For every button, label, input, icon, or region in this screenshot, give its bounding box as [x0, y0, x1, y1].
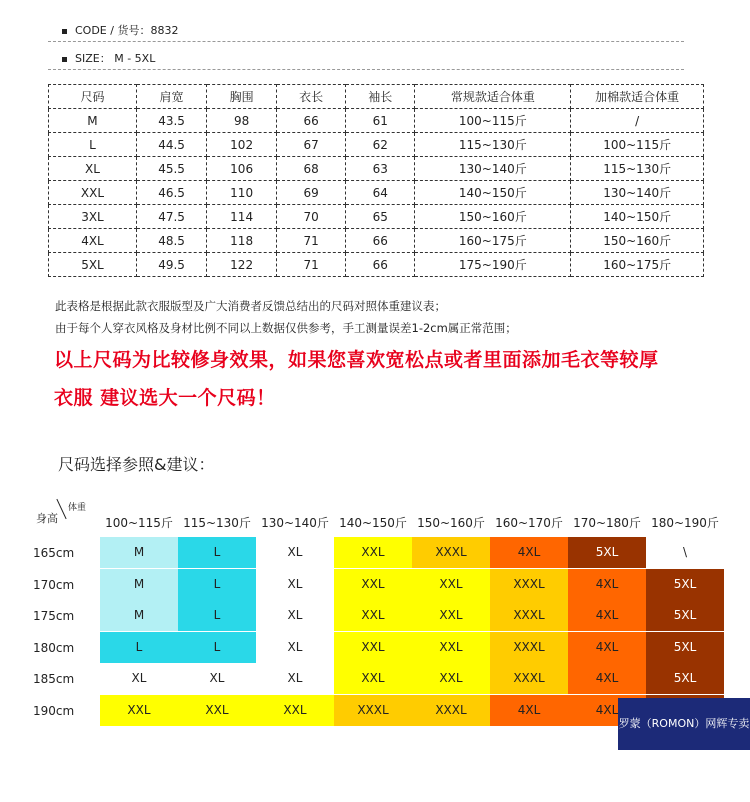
table-cell: 100~115斤	[415, 109, 571, 133]
table-cell: 44.5	[136, 133, 206, 157]
shop-badge: 罗蒙（ROMON）网辉专卖店	[618, 698, 750, 750]
weight-header: 130~140斤	[261, 516, 329, 530]
bullet-icon	[62, 29, 67, 34]
table-cell: 118	[207, 229, 277, 253]
corner-weight-label: 体重	[68, 503, 87, 513]
table-cell: 71	[277, 253, 346, 277]
table-row	[49, 157, 704, 181]
size-cell: \	[646, 537, 724, 568]
size-cell: L	[178, 537, 256, 568]
table-cell: 100~115斤	[571, 133, 704, 157]
table-cell: 64	[346, 181, 415, 205]
corner-height-label: 身高	[36, 512, 58, 525]
red-note-line-2: 衣服 建议选大一个尺码！	[54, 387, 276, 409]
table-cell: 66	[346, 253, 415, 277]
size-cell: XXL	[334, 569, 412, 600]
table-cell: 150~160斤	[415, 205, 571, 229]
table-cell: 115~130斤	[571, 157, 704, 181]
table-cell: 160~175斤	[415, 229, 571, 253]
divider	[48, 41, 684, 42]
table-cell: 65	[346, 205, 415, 229]
table-cell: 114	[207, 205, 277, 229]
size-cell: 5XL	[568, 537, 646, 568]
table-cell: 47.5	[136, 205, 206, 229]
product-code	[62, 22, 178, 38]
size-cell: 4XL	[490, 695, 568, 726]
size-cell: M	[100, 600, 178, 631]
table-cell: 68	[277, 157, 346, 181]
table-cell: 4XL	[49, 229, 137, 253]
size-cell: L	[178, 632, 256, 663]
size-cell: XL	[256, 600, 334, 631]
table-cell: 130~140斤	[415, 157, 571, 181]
size-cell: 4XL	[568, 663, 646, 694]
table-row	[49, 205, 704, 229]
table-row	[49, 253, 704, 277]
table-cell: 160~175斤	[571, 253, 704, 277]
size-table-header-cell: 肩宽	[136, 85, 206, 109]
size-table-header-cell: 衣长	[277, 85, 346, 109]
size-cell: XXL	[256, 695, 334, 726]
size-cell: 5XL	[646, 600, 724, 631]
table-cell: 102	[207, 133, 277, 157]
size-cell: XXL	[334, 537, 412, 568]
table-cell: 62	[346, 133, 415, 157]
table-cell: /	[571, 109, 704, 133]
weight-header: 170~180斤	[573, 516, 641, 530]
size-cell: XL	[256, 569, 334, 600]
note-line-1: 此表格是根据此款衣服版型及广大消费者反馈总结出的尺码对照体重建议表；	[55, 299, 446, 313]
note-line-2: 由于每个人穿衣风格及身材比例不同以上数据仅供参考，手工测量误差1-2cm属正常范围；	[55, 321, 517, 335]
table-cell: 5XL	[49, 253, 137, 277]
table-cell: XXL	[49, 181, 137, 205]
table-cell: 150~160斤	[571, 229, 704, 253]
table-row	[49, 181, 704, 205]
table-cell: 69	[277, 181, 346, 205]
size-cell: XXL	[334, 600, 412, 631]
size-cell: XXL	[334, 663, 412, 694]
table-row	[49, 229, 704, 253]
size-cell: XL	[256, 632, 334, 663]
table-cell: 67	[277, 133, 346, 157]
size-table	[48, 84, 704, 277]
size-table-header-cell: 常规款适合体重	[415, 85, 571, 109]
size-cell: XXL	[412, 632, 490, 663]
size-cell: 5XL	[646, 632, 724, 663]
size-table-header-cell: 胸围	[207, 85, 277, 109]
table-cell: 61	[346, 109, 415, 133]
weight-header: 150~160斤	[417, 516, 485, 530]
size-cell: M	[100, 537, 178, 568]
table-cell: 49.5	[136, 253, 206, 277]
size-cell: XXL	[100, 695, 178, 726]
table-cell: M	[49, 109, 137, 133]
height-header: 165cm	[33, 546, 75, 560]
size-cell: 4XL	[568, 695, 646, 726]
size-cell: XL	[100, 663, 178, 694]
table-cell: 66	[277, 109, 346, 133]
table-cell: XL	[49, 157, 137, 181]
table-cell: L	[49, 133, 137, 157]
guide-title: 尺码选择参照&建议：	[58, 455, 215, 474]
size-cell: XXXL	[490, 569, 568, 600]
size-cell: XXL	[334, 632, 412, 663]
size-table-header-cell: 尺码	[49, 85, 137, 109]
size-cell: XXXL	[412, 537, 490, 568]
size-cell: 4XL	[568, 600, 646, 631]
size-cell: M	[100, 569, 178, 600]
size-table-header-cell: 加棉款适合体重	[571, 85, 704, 109]
size-cell: XXL	[412, 663, 490, 694]
size-cell: XXL	[412, 600, 490, 631]
table-cell: 110	[207, 181, 277, 205]
table-cell: 45.5	[136, 157, 206, 181]
table-cell: 48.5	[136, 229, 206, 253]
size-table-header-cell: 袖长	[346, 85, 415, 109]
size-cell: XXXL	[334, 695, 412, 726]
table-cell: 140~150斤	[415, 181, 571, 205]
table-cell: 71	[277, 229, 346, 253]
size-cell: XL	[256, 663, 334, 694]
height-header: 180cm	[33, 640, 75, 655]
size-cell: 5XL	[646, 663, 724, 694]
weight-header: 115~130斤	[183, 516, 251, 530]
size-cell: L	[100, 632, 178, 663]
table-cell: 130~140斤	[571, 181, 704, 205]
weight-header: 180~190斤	[651, 516, 719, 530]
table-cell: 63	[346, 157, 415, 181]
size-cell: XXXL	[490, 632, 568, 663]
product-code-text: CODE / 货号：8832	[75, 24, 179, 37]
size-cell: XL	[178, 663, 256, 694]
height-header: 190cm	[33, 703, 75, 718]
size-cell: L	[178, 600, 256, 631]
size-cell: XXXL	[412, 695, 490, 726]
table-cell: 115~130斤	[415, 133, 571, 157]
red-note-line-1: 以上尺码为比较修身效果，如果您喜欢宽松点或者里面添加毛衣等较厚	[54, 349, 659, 371]
size-table-header	[49, 85, 704, 109]
table-cell: 122	[207, 253, 277, 277]
size-cell: XXXL	[490, 663, 568, 694]
height-header: 185cm	[33, 672, 75, 686]
table-row	[49, 133, 704, 157]
weight-header: 160~170斤	[495, 516, 563, 530]
bullet-icon	[62, 57, 67, 62]
table-cell: 175~190斤	[415, 253, 571, 277]
size-range-text: SIZE： M - 5XL	[75, 52, 156, 65]
size-cell: XXL	[178, 695, 256, 726]
table-row	[49, 109, 704, 133]
height-header: 175cm	[33, 609, 75, 623]
table-cell: 70	[277, 205, 346, 229]
size-range	[62, 50, 155, 66]
size-cell: XXXL	[490, 600, 568, 631]
size-cell: 5XL	[646, 569, 724, 600]
size-cell: 4XL	[568, 632, 646, 663]
table-cell: 140~150斤	[571, 205, 704, 229]
size-cell: 4XL	[490, 537, 568, 568]
divider	[48, 69, 684, 70]
table-cell: 46.5	[136, 181, 206, 205]
weight-header: 100~115斤	[105, 516, 173, 530]
size-cell: XL	[256, 537, 334, 568]
table-cell: 66	[346, 229, 415, 253]
table-cell: 106	[207, 157, 277, 181]
weight-header: 140~150斤	[339, 516, 407, 530]
size-table-body	[49, 109, 704, 277]
table-cell: 98	[207, 109, 277, 133]
size-cell: L	[178, 569, 256, 600]
size-cell: XXL	[412, 569, 490, 600]
size-cell: 4XL	[568, 569, 646, 600]
height-header: 170cm	[33, 577, 75, 592]
table-cell: 3XL	[49, 205, 137, 229]
table-cell: 43.5	[136, 109, 206, 133]
